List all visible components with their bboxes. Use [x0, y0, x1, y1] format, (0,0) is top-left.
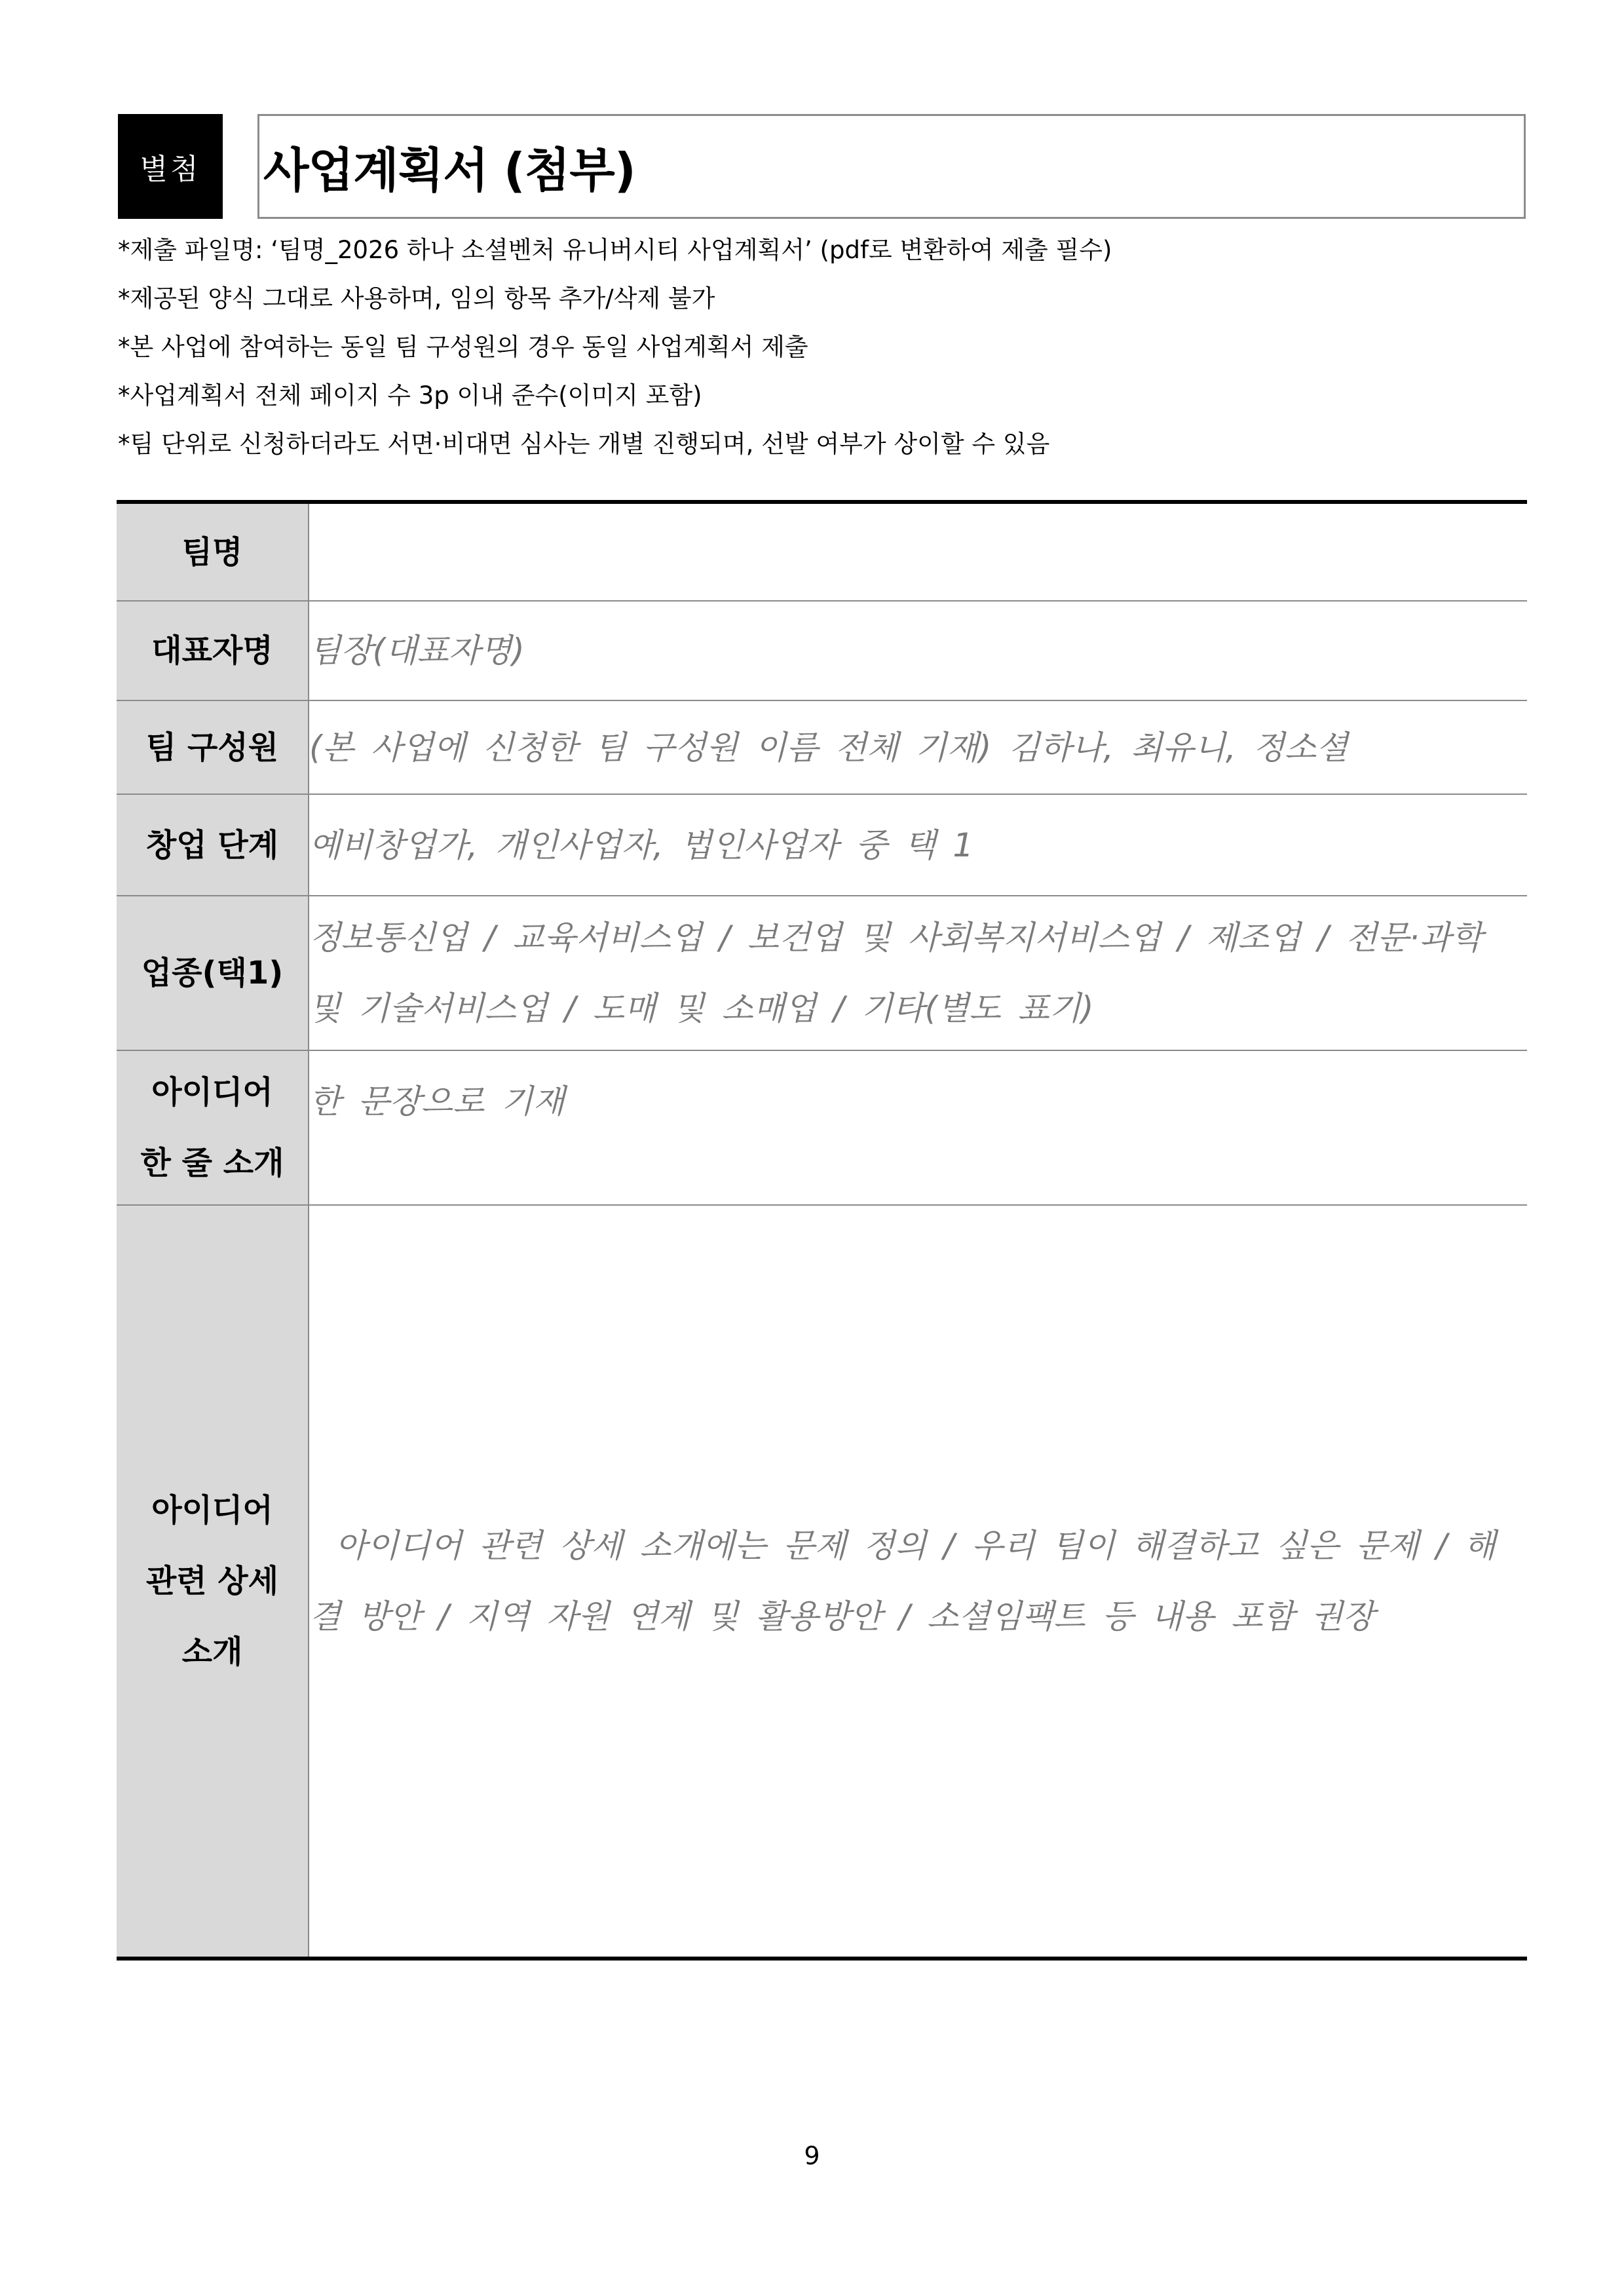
one-line-label-line2: 한 줄 소개 — [140, 1145, 284, 1181]
representative-label: 대표자명 — [117, 601, 309, 700]
one-line-field[interactable]: 한 문장으로 기재 — [309, 1050, 1527, 1205]
row-team-name — [117, 502, 1527, 601]
industry-label: 업종(택1) — [117, 896, 309, 1050]
attachment-badge: 별첨 — [118, 114, 223, 219]
note-filename: *제출 파일명: ‘팀명_2026 하나 소셜벤처 유니버시티 사업계획서’ (pdf로 변환하여 제출 필수) — [118, 236, 1112, 264]
note-same-team: *본 사업에 참여하는 동일 팀 구성원의 경우 동일 사업계획서 제출 — [118, 333, 808, 361]
industry-field[interactable]: 정보통신업 / 교육서비스업 / 보건업 및 사회복지서비스업 / 제조업 / 전문·과학 및 기술서비스업 / 도매 및 소매업 / 기타(별도 표기) — [309, 896, 1527, 1050]
title-box — [257, 114, 1526, 219]
detail-field[interactable]: 아이디어 관련 상세 소개에는 문제 정의 / 우리 팀이 해결하고 싶은 문제 / 해결 방안 / 지역 자원 연계 및 활용방안 / 소셜임팩트 등 내용 포함 권장 — [309, 1527, 1496, 1636]
team-name-label: 팀명 — [117, 502, 309, 601]
row-members — [117, 700, 1527, 794]
detail-label-line1: 아이디어 — [151, 1492, 273, 1529]
stage-label: 창업 단계 — [117, 794, 309, 896]
one-line-label — [117, 1050, 309, 1205]
members-label: 팀 구성원 — [117, 700, 309, 794]
detail-label — [117, 1205, 309, 1959]
detail-label-line3: 소개 — [181, 1634, 243, 1670]
representative-field[interactable]: 팀장(대표자명) — [309, 601, 1527, 700]
members-field[interactable]: (본 사업에 신청한 팀 구성원 이름 전체 기재) 김하나, 최유니, 정소셜 — [309, 700, 1527, 794]
one-line-label-line1: 아이디어 — [151, 1074, 273, 1111]
page-number: 9 — [804, 2141, 820, 2170]
row-detail — [117, 1205, 1527, 1959]
note-individual-review: *팀 단위로 신청하더라도 서면·비대면 심사는 개별 진행되며, 선발 여부가 상이할 수 있음 — [118, 430, 1050, 458]
note-page-limit: *사업계획서 전체 페이지 수 3p 이내 준수(이미지 포함) — [118, 381, 702, 410]
row-representative — [117, 601, 1527, 700]
detail-label-line2: 관련 상세 — [145, 1563, 279, 1599]
instruction-notes — [118, 226, 1112, 469]
row-one-line — [117, 1050, 1527, 1205]
team-name-field[interactable] — [309, 502, 1527, 601]
stage-field[interactable]: 예비창업가, 개인사업자, 법인사업자 중 택 1 — [309, 794, 1527, 896]
row-industry — [117, 896, 1527, 1050]
business-plan-form — [117, 500, 1527, 1961]
page-title: 사업계획서 (첨부) — [263, 143, 635, 198]
row-stage — [117, 794, 1527, 896]
note-form-usage: *제공된 양식 그대로 사용하며, 임의 항목 추가/삭제 불가 — [118, 284, 715, 313]
